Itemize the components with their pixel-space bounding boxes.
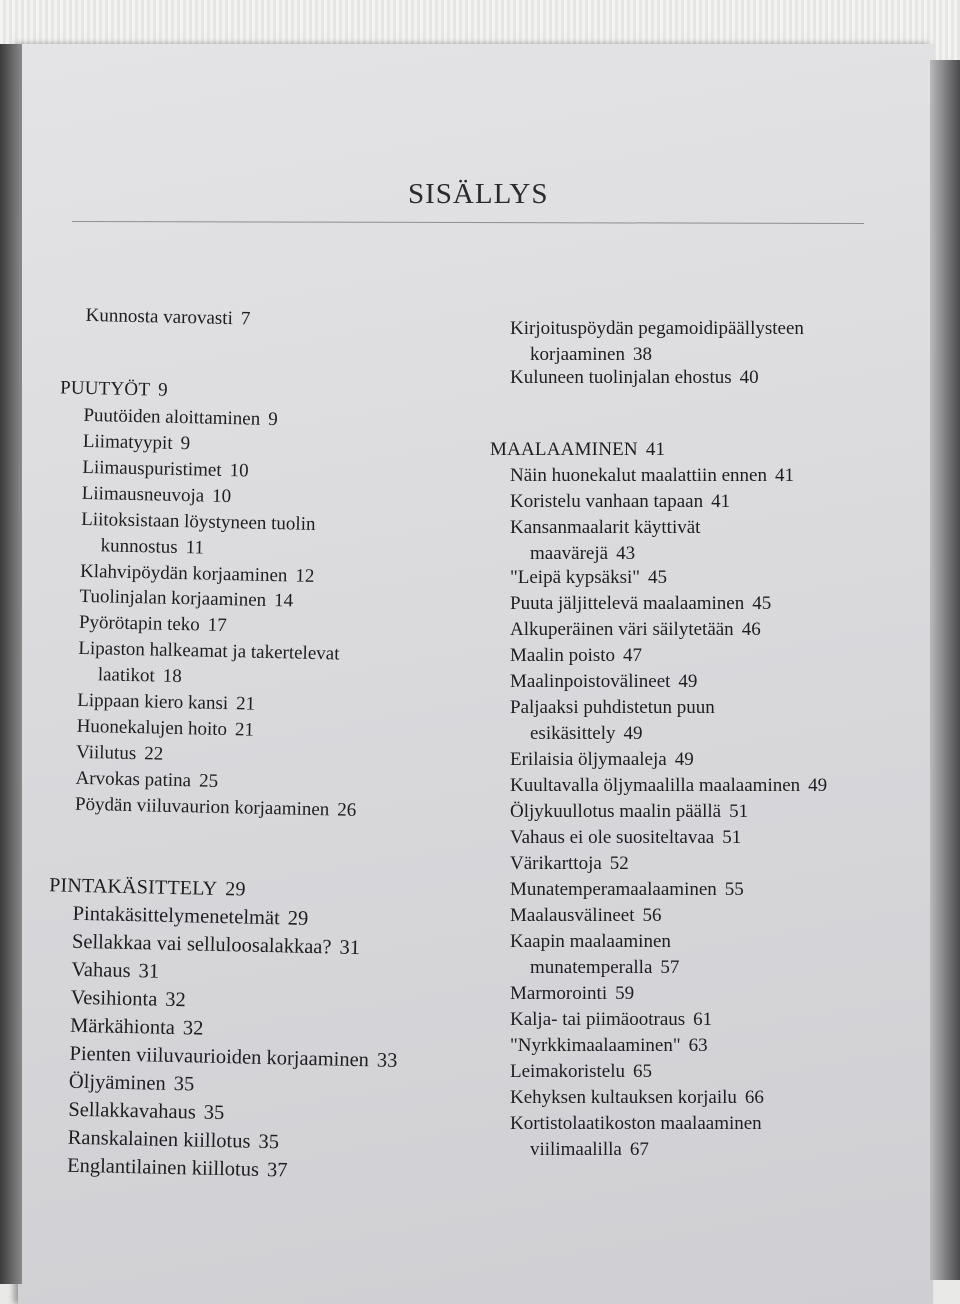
- entry-title: Marmorointi: [510, 983, 608, 1004]
- entry-title: Pienten viiluvaurioiden korjaaminen: [69, 1042, 370, 1072]
- toc-entry: [77, 688, 255, 718]
- page-number: 25: [198, 770, 219, 792]
- toc-entry-line: [510, 463, 794, 489]
- entry-title: Maalin poisto: [510, 645, 616, 666]
- entry-title: Öljyäminen: [68, 1070, 166, 1095]
- entry-title: Liimausneuvoja: [81, 482, 205, 507]
- entry-title: Kortistolaatikoston maalaaminen: [510, 1113, 762, 1134]
- entry-title: Viilutus: [75, 741, 137, 765]
- entry-title: Värikarttoja: [510, 853, 602, 874]
- page-number: 35: [173, 1073, 195, 1096]
- entry-title: Tuolinjalan korjaaminen: [79, 585, 267, 611]
- toc-entry-line: [510, 515, 700, 541]
- page-number: 41: [774, 465, 794, 486]
- entry-title: Ranskalainen kiillotus: [67, 1126, 251, 1153]
- page-number: 11: [185, 537, 205, 559]
- page-number: 47: [623, 645, 643, 666]
- toc-entry: [510, 489, 730, 515]
- toc-entry: [68, 1096, 225, 1127]
- entry-title: Öljykuullotus maalin päällä: [510, 801, 722, 822]
- toc-entry-line: [510, 799, 748, 825]
- toc-entry: [510, 316, 804, 368]
- toc-entry: [67, 1152, 288, 1185]
- toc-entry-line: [510, 929, 679, 955]
- entry-title: Huonekalujen hoito: [76, 715, 228, 741]
- page-number: 51: [722, 827, 742, 848]
- page-number: 38: [632, 344, 652, 365]
- entry-title: Liimatyypit: [82, 430, 173, 454]
- entry-title: Märkähionta: [69, 1014, 176, 1040]
- toc-entry-line: [77, 688, 255, 718]
- toc-entry-line: [510, 1007, 712, 1033]
- page-number: 59: [615, 983, 635, 1004]
- toc-entry: [510, 617, 761, 643]
- entry-title: Erilaisia öljymaaleja: [510, 749, 667, 770]
- book-spine-edge: [0, 44, 22, 1284]
- page-number: 9: [267, 408, 278, 431]
- toc-entry: [79, 610, 227, 639]
- entry-title: Maalinpoistovälineet: [510, 671, 671, 692]
- toc-entry: [76, 714, 254, 744]
- toc-entry-line: [83, 429, 191, 457]
- toc-entry: [510, 1007, 712, 1033]
- page-number: 63: [688, 1035, 708, 1056]
- page-number: 35: [203, 1101, 225, 1125]
- page-number: 31: [339, 936, 361, 960]
- toc-entry-line: [510, 541, 700, 567]
- page-number: 41: [711, 491, 731, 512]
- entry-title: Kunnosta varovasti: [85, 304, 234, 330]
- toc-entry-line: [82, 455, 249, 485]
- page-title: SISÄLLYS: [408, 178, 549, 210]
- entry-title: munatemperalla: [530, 957, 653, 978]
- page-number: 49: [678, 671, 698, 692]
- entry-title: Sellakkavahaus: [68, 1098, 197, 1124]
- toc-entry-line: [76, 740, 164, 768]
- page-number: 49: [674, 749, 694, 770]
- toc-entry-line: [70, 1012, 204, 1043]
- toc-entry: [510, 1059, 652, 1085]
- toc-entry-line: [510, 1137, 762, 1163]
- page-number: 41: [645, 439, 666, 460]
- entry-title: Kansanmaalarit käyttivät: [510, 517, 701, 538]
- toc-entry: [81, 481, 231, 510]
- page-number: 17: [207, 614, 228, 637]
- entry-title: Kaapin maalaaminen: [510, 931, 671, 952]
- toc-entry: [76, 740, 164, 768]
- toc-entry-line: [510, 669, 697, 695]
- entry-title: Maalausvälineet: [510, 905, 635, 926]
- page-number: 57: [660, 957, 680, 978]
- page-number: 40: [739, 367, 759, 388]
- entry-title: Näin huonekalut maalattiin ennen: [510, 465, 767, 486]
- toc-entry: [69, 1068, 195, 1099]
- toc-entry: [75, 766, 218, 795]
- toc-entry-line: [510, 1111, 762, 1137]
- page-number: 31: [138, 960, 160, 983]
- page-number: 21: [235, 693, 256, 715]
- toc-entry: [510, 695, 715, 747]
- toc-entry: [70, 1012, 204, 1043]
- toc-entry-line: [510, 1033, 708, 1059]
- toc-entry-line: [510, 955, 679, 981]
- toc-entry-line: [510, 903, 662, 929]
- toc-entry-line: [71, 956, 159, 986]
- entry-title: Alkuperäinen väri säilytetään: [510, 619, 734, 640]
- page-number: 29: [287, 907, 309, 930]
- entry-title: Kuultavalla öljymaalilla maalaaminen: [510, 775, 801, 796]
- entry-title: Lippaan kiero kansi: [77, 689, 229, 715]
- section-title: PINTAKÄSITTELY: [48, 874, 218, 900]
- page-number: 45: [648, 567, 668, 588]
- entry-title: Kehyksen kultauksen korjailu: [510, 1087, 737, 1108]
- toc-entry-line: [510, 617, 761, 643]
- entry-title: Arvokas patina: [75, 767, 192, 792]
- toc-entry: [510, 1033, 708, 1059]
- page-number: 10: [211, 485, 232, 508]
- toc-entry: [80, 507, 315, 564]
- entry-title: viilimaalilla: [530, 1139, 622, 1160]
- page-number: 55: [724, 879, 744, 900]
- entry-title: Kuluneen tuolinjalan ehostus: [510, 367, 732, 388]
- page-number: 9: [157, 379, 169, 401]
- toc-entry: [510, 799, 748, 825]
- page-number: 37: [266, 1159, 288, 1182]
- entry-title: Pyörötapin teko: [78, 611, 201, 636]
- toc-section-heading: [490, 437, 665, 463]
- entry-title: laatikot: [97, 664, 156, 687]
- toc-entry: [510, 851, 629, 877]
- toc-section-heading: [60, 375, 168, 403]
- toc-entry: [510, 903, 662, 929]
- entry-title: Leimakoristelu: [510, 1061, 626, 1082]
- toc-entry-line: [85, 303, 250, 333]
- toc-entry-line: [510, 365, 759, 391]
- toc-entry: [510, 929, 679, 981]
- toc-entry-line: [68, 1096, 225, 1127]
- toc-entry: [510, 773, 827, 799]
- toc-entry-line: [510, 825, 741, 851]
- entry-title: Vahaus: [71, 958, 131, 983]
- page-stack-edge: [930, 60, 960, 1280]
- toc-entry-line: [75, 766, 218, 795]
- toc-entry: [510, 1085, 764, 1111]
- toc-entry-line: [510, 851, 629, 877]
- toc-entry: [510, 747, 694, 773]
- toc-entry: [510, 515, 700, 567]
- entry-title: Pintakäsittelymenetelmät: [72, 902, 281, 930]
- toc-entry: [85, 303, 250, 333]
- toc-entry-line: [510, 489, 730, 515]
- toc-entry-line: [70, 984, 186, 1015]
- page-number: 65: [633, 1061, 653, 1082]
- entry-title: Pöydän viiluvaurion korjaaminen: [74, 793, 330, 821]
- toc-entry-line: [510, 316, 804, 342]
- toc-entry-line: [510, 721, 715, 747]
- toc-entry-line: [510, 643, 642, 669]
- toc-entry: [510, 463, 794, 489]
- toc-entry: [510, 669, 697, 695]
- entry-title: Englantilainen kiillotus: [66, 1154, 260, 1181]
- page-number: 33: [376, 1049, 398, 1072]
- entry-title: Lipaston halkeamat ja takertelevat: [78, 637, 340, 665]
- page-number: 7: [240, 308, 251, 330]
- toc-entry-line: [76, 714, 254, 744]
- entry-title: esikäsittely: [530, 723, 616, 744]
- entry-title: Puuta jäljittelevä maalaaminen: [510, 593, 745, 614]
- page-number: 9: [180, 433, 191, 455]
- toc-entry: [510, 365, 759, 391]
- toc-entry: [78, 636, 340, 694]
- page-number: 18: [162, 665, 183, 688]
- page-number: 35: [258, 1130, 280, 1154]
- toc-entry-line: [510, 565, 667, 591]
- entry-title: Kirjoituspöydän pegamoidipäällysteen: [510, 318, 804, 339]
- section-title: MAALAAMINEN: [490, 439, 638, 460]
- page-number: 45: [752, 593, 772, 614]
- toc-entry: [510, 981, 634, 1007]
- page-number: 32: [182, 1017, 204, 1040]
- page-number: 29: [225, 878, 246, 901]
- toc-entry: [510, 591, 771, 617]
- toc-entry: [510, 825, 741, 851]
- toc-entry-line: [510, 1085, 764, 1111]
- page-number: 32: [165, 988, 187, 1012]
- entry-title: Puutöiden aloittaminen: [83, 404, 261, 430]
- entry-title: Paljaaksi puhdistetun puun: [510, 697, 715, 718]
- toc-entry-line: [490, 437, 665, 463]
- entry-title: maavärejä: [530, 543, 609, 564]
- page-number: 12: [295, 565, 315, 587]
- page-number: 61: [693, 1009, 713, 1030]
- toc-entry: [510, 643, 642, 669]
- toc-entry-line: [49, 872, 246, 902]
- toc-entry: [510, 877, 744, 903]
- toc-entry-line: [510, 773, 827, 799]
- entry-title: kunnostus: [100, 535, 178, 558]
- toc-entry-line: [510, 1059, 652, 1085]
- toc-entry: [83, 429, 191, 457]
- page-number: 14: [273, 590, 294, 612]
- toc-entry-line: [60, 375, 168, 403]
- entry-title: Liimauspuristimet: [82, 456, 222, 481]
- entry-title: Vesihionta: [70, 986, 158, 1011]
- entry-title: "Leipä kypsäksi": [510, 567, 641, 588]
- page-number: 52: [609, 853, 629, 874]
- entry-title: Koristelu vanhaan tapaan: [510, 491, 704, 512]
- toc-entry-line: [81, 481, 231, 510]
- toc-entry: [82, 455, 249, 485]
- page-number: 26: [337, 799, 357, 821]
- toc-entry-line: [67, 1152, 288, 1185]
- entry-title: "Nyrkkimaalaaminen": [510, 1035, 681, 1056]
- entry-title: Liitoksistaan löystyneen tuolin: [80, 508, 316, 535]
- toc-entry: [70, 984, 186, 1015]
- page-number: 49: [808, 775, 828, 796]
- section-title: PUUTYÖT: [59, 377, 151, 401]
- entry-title: Kalja- tai piimäootraus: [510, 1009, 686, 1030]
- toc-entry-line: [510, 695, 715, 721]
- toc-entry-line: [510, 877, 744, 903]
- page-number: 21: [234, 719, 255, 741]
- entry-title: korjaaminen: [530, 344, 625, 365]
- page-number: 22: [143, 743, 164, 765]
- page-number: 67: [629, 1139, 649, 1160]
- toc-entry: [71, 956, 159, 986]
- toc-entry-line: [69, 1068, 195, 1099]
- entry-title: Klahvipöydän korjaaminen: [79, 560, 288, 587]
- entry-title: Sellakkaa vai selluloosalakkaa?: [71, 930, 332, 959]
- page-number: 43: [616, 543, 636, 564]
- page-number: 51: [729, 801, 749, 822]
- toc-entry-line: [79, 610, 227, 639]
- toc-entry: [510, 565, 667, 591]
- page-number: 56: [642, 905, 662, 926]
- entry-title: Vahaus ei ole suositeltavaa: [510, 827, 715, 848]
- page-number: 49: [623, 723, 643, 744]
- page-number: 66: [744, 1087, 764, 1108]
- page-number: 10: [229, 460, 249, 482]
- toc-entry-line: [510, 747, 694, 773]
- toc-entry: [510, 1111, 762, 1163]
- toc-entry-line: [510, 591, 771, 617]
- page-number: 46: [741, 619, 761, 640]
- toc-section-heading: [49, 872, 246, 902]
- toc-entry-line: [510, 981, 634, 1007]
- entry-title: Munatemperamaalaaminen: [510, 879, 717, 900]
